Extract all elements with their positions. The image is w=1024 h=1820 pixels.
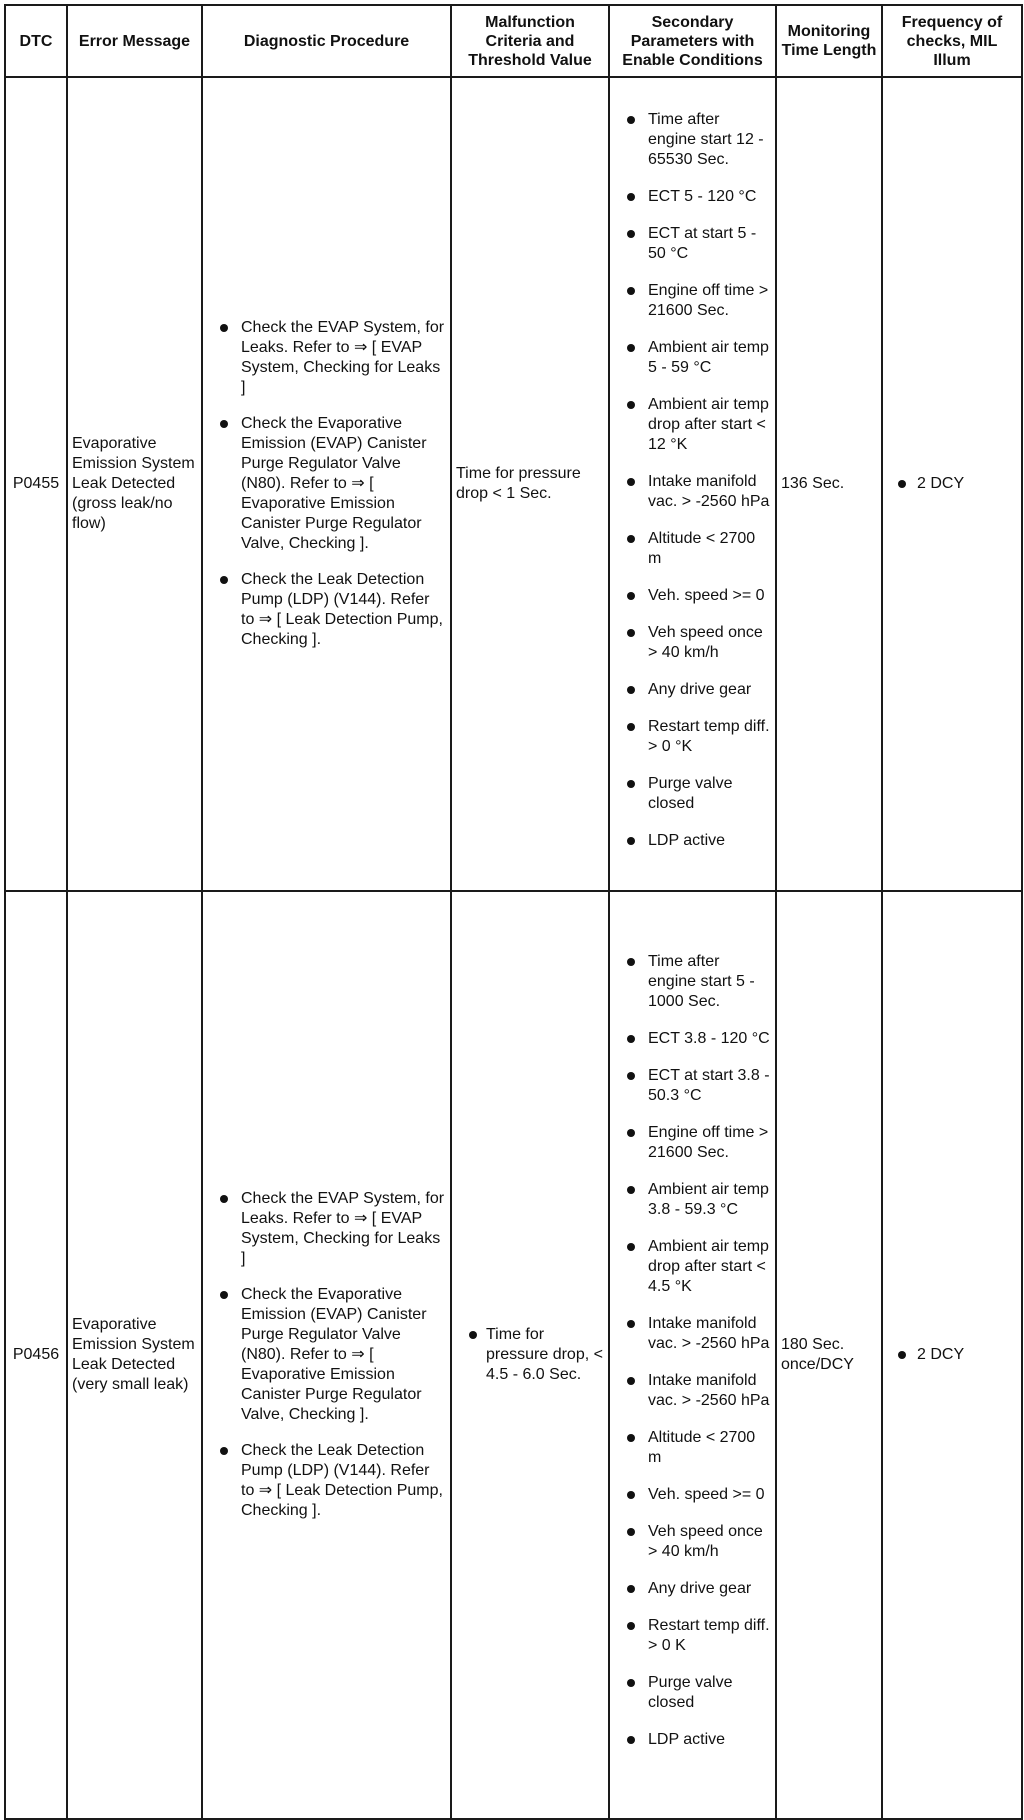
procedure-list [207, 1189, 446, 1521]
parameter-item: Veh. speed >= 0 [614, 586, 771, 606]
parameter-item: Any drive gear [614, 680, 771, 700]
parameter-item: ECT at start 5 - 50 °C [614, 224, 771, 264]
table-row [5, 77, 1022, 891]
parameter-item: Ambient air temp 3.8 - 59.3 °C [614, 1180, 771, 1220]
procedure-step: Check the Leak Detection Pump (LDP) (V144). Refer to ⇒ [ Leak Detection Pump, Checking ]. [207, 570, 446, 650]
diagnostic-procedure [202, 77, 451, 891]
header-row [5, 5, 1022, 77]
parameter-item: Engine off time > 21600 Sec. [614, 1123, 771, 1163]
frequency-item: 2 DCY [887, 1345, 1017, 1365]
parameter-item: Intake manifold vac. > -2560 hPa [614, 1371, 771, 1411]
header-frequency: Frequency of checks, MIL Illum [882, 5, 1022, 77]
parameter-item: Ambient air temp drop after start < 12 °K [614, 395, 771, 455]
parameter-item: ECT at start 3.8 - 50.3 °C [614, 1066, 771, 1106]
frequency-item: 2 DCY [887, 474, 1017, 494]
diagnostic-procedure [202, 891, 451, 1819]
parameter-item: Any drive gear [614, 1579, 771, 1599]
header-malfunction-criteria: Malfunction Criteria and Threshold Value [451, 5, 609, 77]
header-monitoring-time: Monitoring Time Length [776, 5, 882, 77]
parameter-item: Purge valve closed [614, 1673, 771, 1713]
secondary-parameters [609, 891, 776, 1819]
parameter-item: Time after engine start 12 - 65530 Sec. [614, 110, 771, 170]
parameter-item: Intake manifold vac. > -2560 hPa [614, 472, 771, 512]
frequency [882, 891, 1022, 1819]
procedure-step: Check the EVAP System, for Leaks. Refer to ⇒ [ EVAP System, Checking for Leaks ] [207, 318, 446, 398]
criteria-item: Time for pressure drop, < 4.5 - 6.0 Sec. [456, 1325, 604, 1385]
procedure-step: Check the Evaporative Emission (EVAP) Canister Purge Regulator Valve (N80). Refer to ⇒ [ Evaporative Emission Canister Purge Regulator Valve, Checking ]. [207, 1285, 446, 1425]
procedure-step: Check the EVAP System, for Leaks. Refer to ⇒ [ EVAP System, Checking for Leaks ] [207, 1189, 446, 1269]
dtc-code: P0456 [5, 891, 67, 1819]
dtc-code: P0455 [5, 77, 67, 891]
header-diagnostic-procedure: Diagnostic Procedure [202, 5, 451, 77]
header-error-message: Error Message [67, 5, 202, 77]
parameter-item: Purge valve closed [614, 774, 771, 814]
parameter-item: Restart temp diff. > 0 °K [614, 717, 771, 757]
parameter-list [614, 110, 771, 851]
malfunction-criteria [451, 891, 609, 1819]
frequency-list [887, 474, 1017, 494]
parameter-item: Veh speed once > 40 km/h [614, 1522, 771, 1562]
parameter-item: LDP active [614, 1730, 771, 1750]
parameter-item: Veh. speed >= 0 [614, 1485, 771, 1505]
criteria-list [456, 1325, 604, 1385]
frequency [882, 77, 1022, 891]
malfunction-criteria: Time for pressure drop < 1 Sec. [451, 77, 609, 891]
header-dtc: DTC [5, 5, 67, 77]
parameter-item: Altitude < 2700 m [614, 1428, 771, 1468]
frequency-list [887, 1345, 1017, 1365]
error-message: Evaporative Emission System Leak Detected (very small leak) [67, 891, 202, 1819]
parameter-item: ECT 5 - 120 °C [614, 187, 771, 207]
parameter-item: Veh speed once > 40 km/h [614, 623, 771, 663]
header-secondary-parameters: Secondary Parameters with Enable Conditions [609, 5, 776, 77]
dtc-table [4, 4, 1023, 1820]
procedure-step: Check the Evaporative Emission (EVAP) Canister Purge Regulator Valve (N80). Refer to ⇒ [ Evaporative Emission Canister Purge Regulator Valve, Checking ]. [207, 414, 446, 554]
error-message: Evaporative Emission System Leak Detected (gross leak/no flow) [67, 77, 202, 891]
parameter-item: Ambient air temp 5 - 59 °C [614, 338, 771, 378]
parameter-item: Altitude < 2700 m [614, 529, 771, 569]
parameter-item: Time after engine start 5 - 1000 Sec. [614, 952, 771, 1012]
parameter-item: Intake manifold vac. > -2560 hPa [614, 1314, 771, 1354]
parameter-item: Engine off time > 21600 Sec. [614, 281, 771, 321]
parameter-item: Restart temp diff. > 0 K [614, 1616, 771, 1656]
table-row [5, 891, 1022, 1819]
parameter-list [614, 952, 771, 1750]
parameter-item: ECT 3.8 - 120 °C [614, 1029, 771, 1049]
secondary-parameters [609, 77, 776, 891]
parameter-item: Ambient air temp drop after start < 4.5 °K [614, 1237, 771, 1297]
procedure-step: Check the Leak Detection Pump (LDP) (V144). Refer to ⇒ [ Leak Detection Pump, Checking ]. [207, 1441, 446, 1521]
parameter-item: LDP active [614, 831, 771, 851]
monitoring-time: 136 Sec. [776, 77, 882, 891]
monitoring-time: 180 Sec. once/DCY [776, 891, 882, 1819]
procedure-list [207, 318, 446, 650]
